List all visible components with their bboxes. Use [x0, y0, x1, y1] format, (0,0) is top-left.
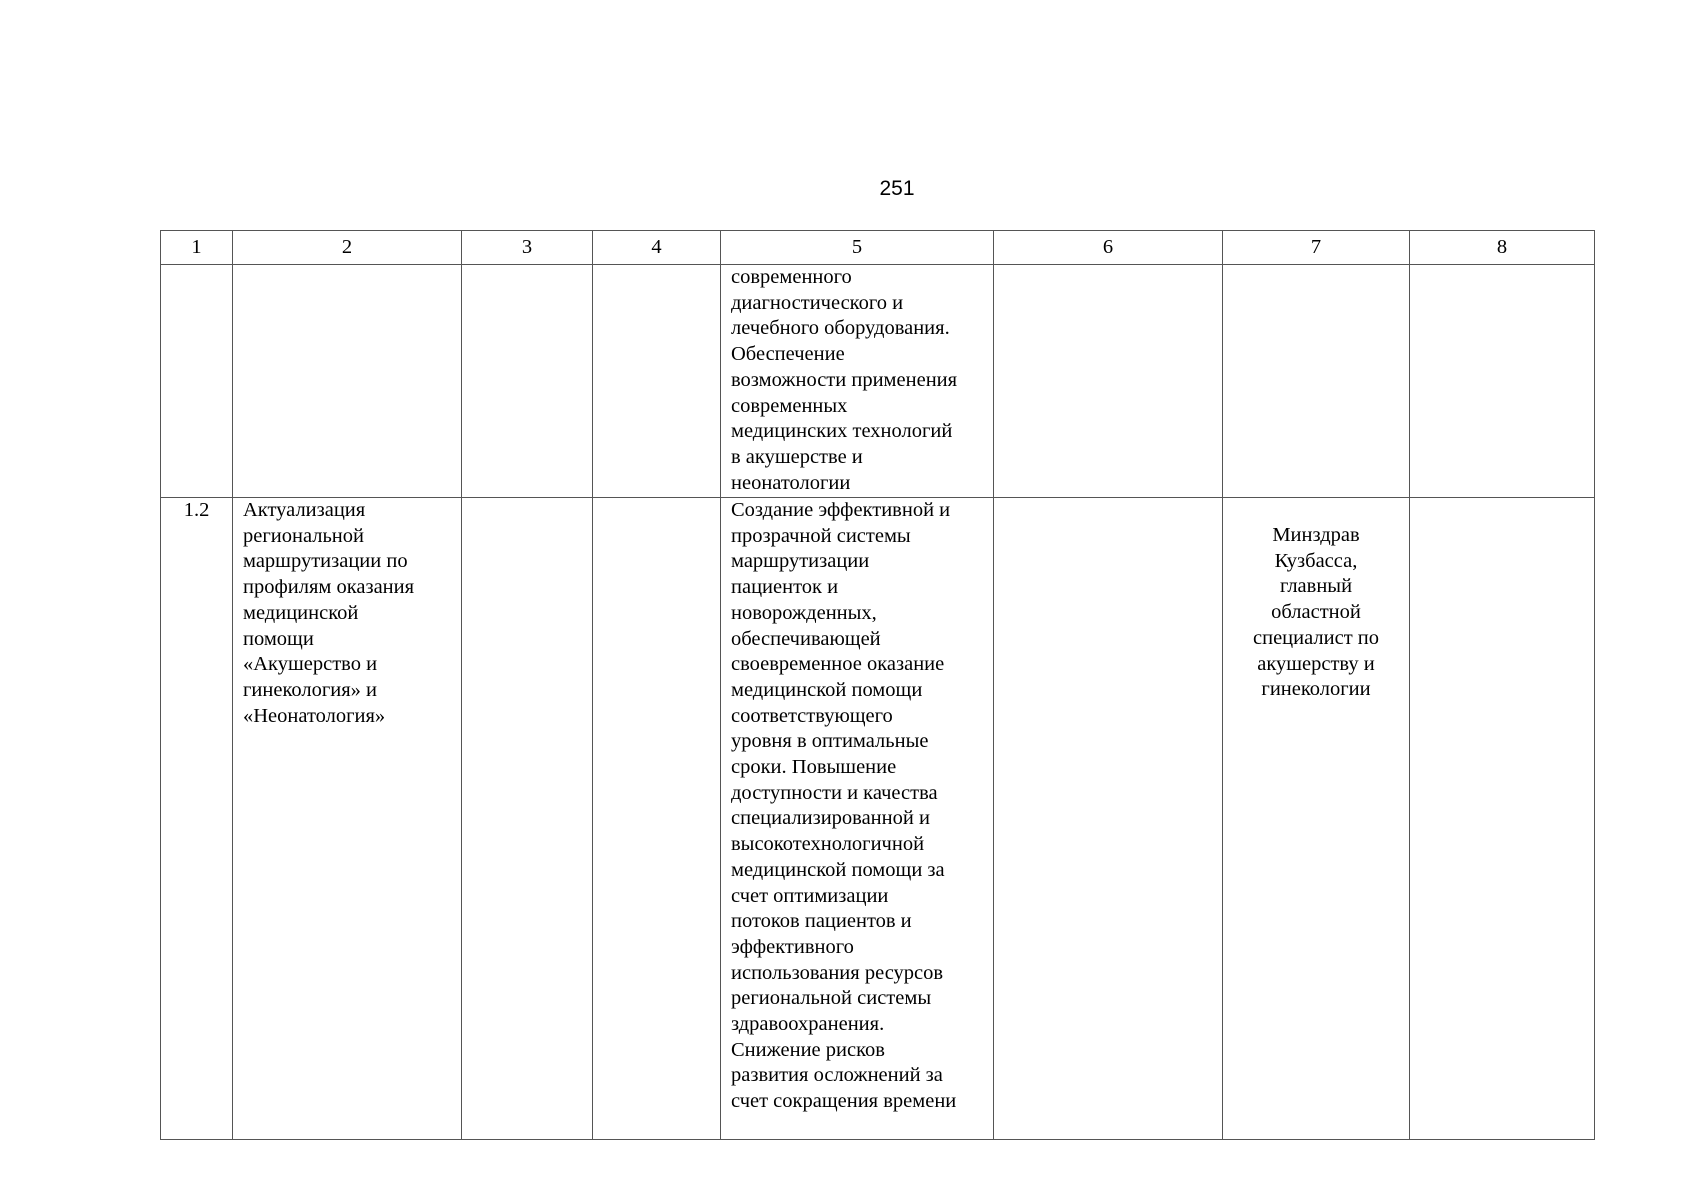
column-header: 8	[1410, 231, 1595, 265]
table-cell	[161, 265, 233, 498]
table-cell	[1410, 265, 1595, 498]
column-header: 5	[721, 231, 994, 265]
table-cell-description: Создание эффективной и прозрачной системы маршрутизации пациенток и новорожденных, обеспечивающей своевременное оказание медицинской помощи соответствующего уровня в оптимальные сроки. Повышение доступности и качества специализированной и высокотехнологичной медицинской помощи за счет оптимизации потоков пациентов и эффективного использования ресурсов региональной системы здравоохранения. Снижение рисков развития осложнений за счет сокращения времени	[721, 498, 994, 1140]
column-header: 2	[233, 231, 462, 265]
table-cell	[1410, 498, 1595, 1140]
table-cell: современного диагностического и лечебного оборудования. Обеспечение возможности применения современных медицинских технологий в акушерстве и неонатологии	[721, 265, 994, 498]
table-cell	[994, 265, 1223, 498]
table-cell-responsible: Минздрав Кузбасса, главный областной специалист по акушерству и гинекологии	[1223, 498, 1410, 1140]
document-table	[160, 230, 1595, 1140]
table-cell-activity: Актуализация региональной маршрутизации по профилям оказания медицинской помощи «Акушерство и гинекология» и «Неонатология»	[233, 498, 462, 1140]
table-header-row	[161, 231, 1595, 265]
table-row	[161, 498, 1595, 1140]
column-header: 4	[593, 231, 721, 265]
table-cell	[1223, 265, 1410, 498]
column-header: 1	[161, 231, 233, 265]
table-cell	[233, 265, 462, 498]
table-row	[161, 265, 1595, 498]
table-cell	[462, 498, 593, 1140]
table-cell	[994, 498, 1223, 1140]
table-cell	[462, 265, 593, 498]
column-header: 7	[1223, 231, 1410, 265]
column-header: 3	[462, 231, 593, 265]
page-number: 251	[879, 177, 915, 200]
table-cell-item-number: 1.2	[161, 498, 233, 1140]
column-header: 6	[994, 231, 1223, 265]
table-cell	[593, 498, 721, 1140]
table-cell	[593, 265, 721, 498]
